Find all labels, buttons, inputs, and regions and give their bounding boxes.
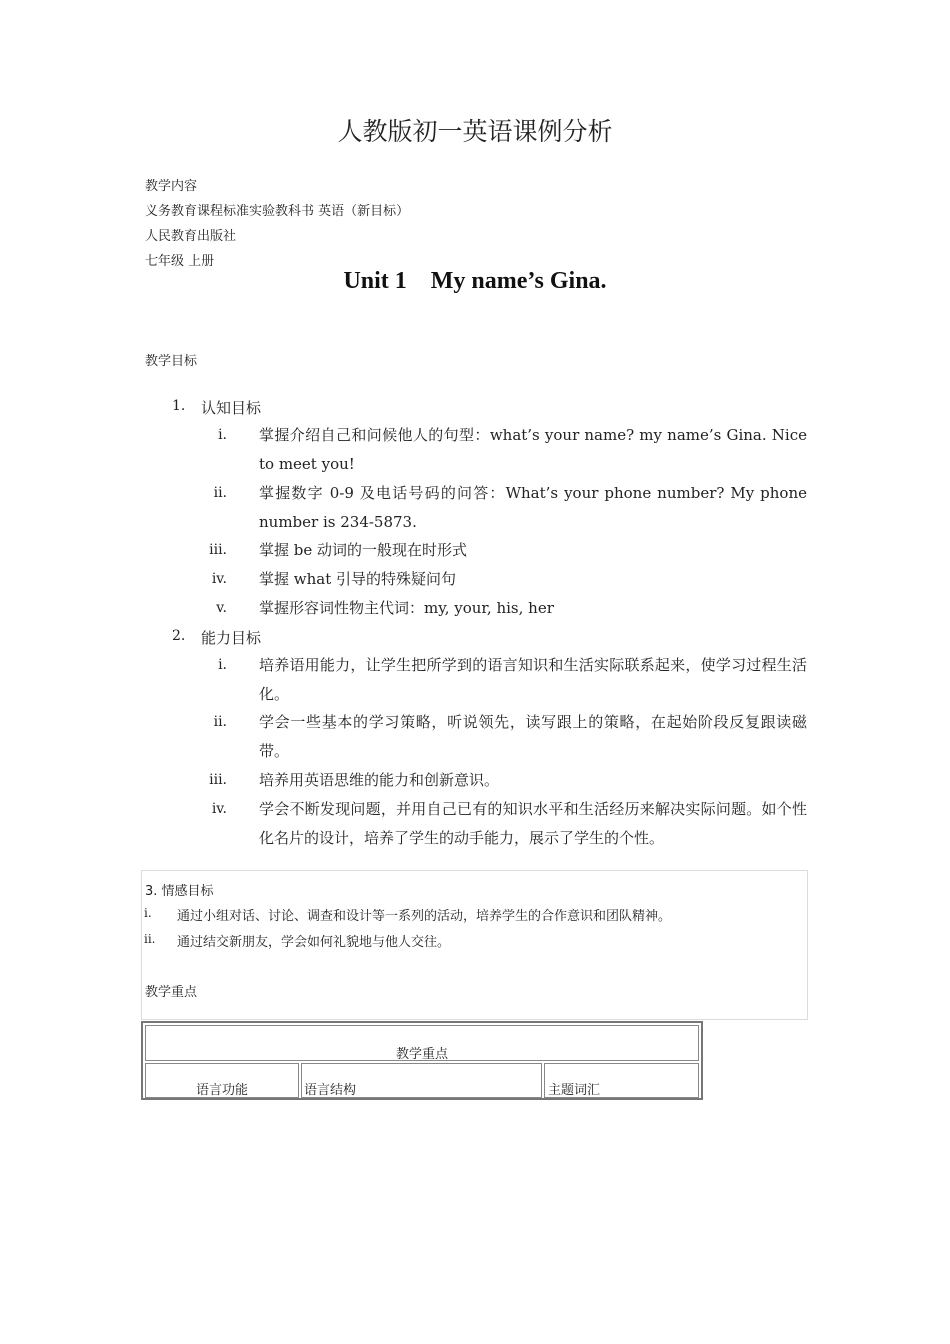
document-title: 人教版初一英语课例分析 <box>337 117 613 146</box>
list-item: 掌握数字 0-9 及电话号码的问答：What’s your phone number? My phone number is 234-5873. <box>259 484 807 531</box>
affective-goals-box <box>141 870 808 1020</box>
list-item: 培养语用能力，让学生把所学到的语言知识和生活实际联系起来，使学习过程生活化。 <box>259 656 807 703</box>
unit-number: Unit 1 <box>343 268 407 294</box>
list-item: 掌握介绍自己和问候他人的句型：what’s your name? my name’s Gina. Nice to meet you! <box>259 426 807 473</box>
meta-line-textbook: 义务教育课程标准实验教科书 英语（新目标） <box>145 204 410 219</box>
section-number: 2. <box>172 628 186 644</box>
table-cell <box>301 1063 542 1098</box>
section-number: 1. <box>172 398 186 414</box>
table-cell <box>145 1063 299 1098</box>
meta-line-publisher: 人民教育出版社 <box>145 229 237 244</box>
list-number: i. <box>218 427 227 443</box>
key-points-table <box>141 1021 703 1100</box>
section-heading: 能力目标 <box>201 629 262 647</box>
list-number: iv. <box>211 571 227 587</box>
meta-line-content: 教学内容 <box>145 179 198 194</box>
column-header-topic-vocabulary: 主题词汇 <box>548 1083 601 1098</box>
meta-line-grade: 七年级 上册 <box>145 254 215 269</box>
column-header-language-structure: 语言结构 <box>304 1083 357 1098</box>
list-item: 掌握 what 引导的特殊疑问句 <box>259 570 457 588</box>
list-number: i. <box>144 906 152 920</box>
column-header-language-function: 语言功能 <box>195 1083 248 1098</box>
list-number: iv. <box>211 801 227 817</box>
section-heading: 认知目标 <box>201 399 262 417</box>
section-heading: 3. 情感目标 <box>145 884 214 899</box>
list-item: 通过结交新朋友，学会如何礼貌地与他人交往。 <box>177 935 451 950</box>
list-item: 学会一些基本的学习策略，听说领先，读写跟上的策略，在起始阶段反复跟读磁带。 <box>259 713 807 760</box>
list-item: 通过小组对话、讨论、调查和设计等一系列的活动，培养学生的合作意识和团队精神。 <box>177 909 672 924</box>
list-item: 掌握 be 动词的一般现在时形式 <box>259 541 468 559</box>
list-number: ii. <box>144 932 156 946</box>
unit-heading <box>0 268 950 295</box>
table-header-cell <box>145 1025 699 1061</box>
list-number: iii. <box>209 772 227 788</box>
table-header-text: 教学重点 <box>395 1047 448 1062</box>
list-item: 掌握形容词性物主代词：my, your, his, her <box>259 599 554 617</box>
list-number: ii. <box>213 714 227 730</box>
list-number: v. <box>216 600 227 616</box>
list-number: i. <box>218 657 227 673</box>
unit-name: My name’s Gina. <box>430 268 607 294</box>
key-points-heading: 教学重点 <box>145 985 198 1000</box>
table-cell <box>544 1063 699 1098</box>
list-number: ii. <box>213 485 227 501</box>
list-item: 学会不断发现问题，并用自己已有的知识水平和生活经历来解决实际问题。如个性化名片的设计，培养了学生的动手能力，展示了学生的个性。 <box>259 800 807 847</box>
list-item: 培养用英语思维的能力和创新意识。 <box>259 771 500 789</box>
objectives-heading: 教学目标 <box>145 354 198 369</box>
list-number: iii. <box>209 542 227 558</box>
